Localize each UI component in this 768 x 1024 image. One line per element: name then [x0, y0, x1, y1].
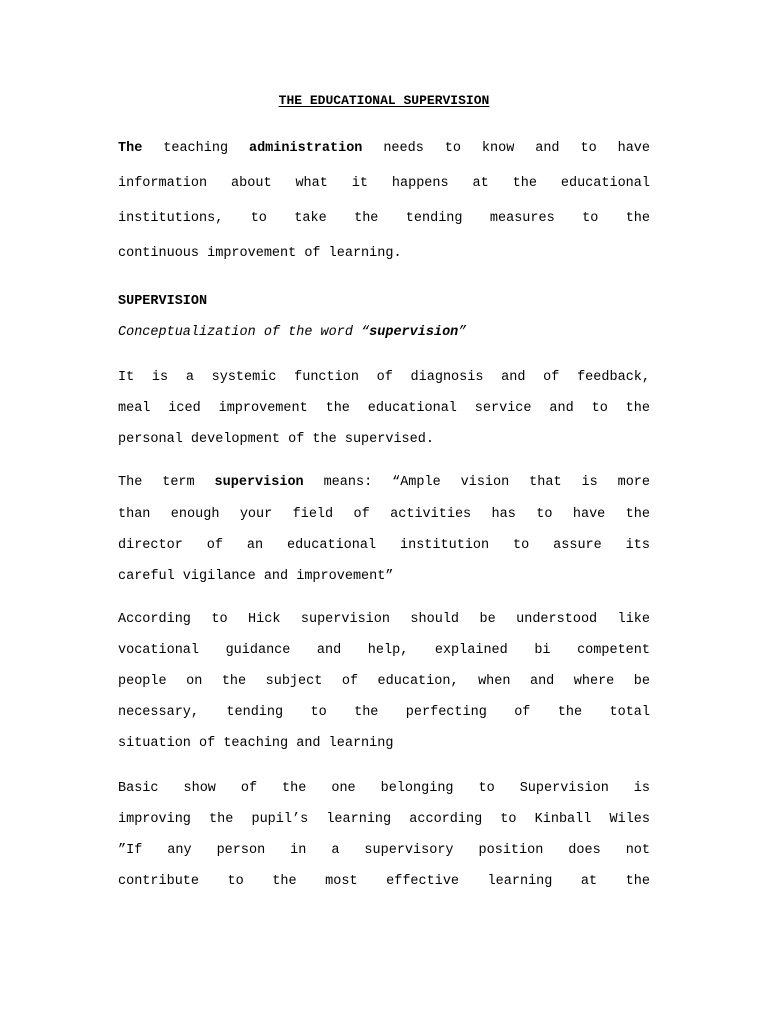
paragraph-2: [118, 475, 650, 585]
paragraph-4-line-3: ”If any person in a supervisory position does not: [118, 843, 650, 858]
intro-lead-bold-2: administration: [248, 141, 363, 156]
paragraph-1: [118, 370, 650, 448]
paragraph-3-line-1: According to Hick supervision should be understood like: [118, 612, 650, 627]
paragraph-2-line-1: [118, 475, 650, 507]
intro-line-3: institutions, to take the tending measures to the: [118, 211, 650, 226]
paragraph-2-pre: The term: [118, 475, 215, 490]
section-heading: SUPERVISION: [118, 294, 208, 309]
section-subheading: [118, 325, 466, 341]
paragraph-4-line-4: contribute to the most effective learning at the: [118, 874, 650, 889]
paragraph-4: [118, 781, 650, 890]
paragraph-4-line-2: improving the pupil’s learning according to Kinball Wiles: [118, 812, 650, 827]
paragraph-2-bold: supervision: [214, 475, 304, 490]
paragraph-1-line-1: It is a systemic function of diagnosis and of feedback,: [118, 370, 650, 385]
subheading-close: ”: [458, 325, 467, 340]
document-title: [0, 93, 768, 109]
paragraph-1-line-3: personal development of the supervised.: [118, 432, 434, 447]
paragraph-3-line-2: vocational guidance and help, explained bi competent: [118, 643, 650, 658]
intro-line-1: [118, 141, 650, 176]
subheading-text: Conceptualization of the word “: [118, 325, 370, 340]
paragraph-3-line-5: situation of teaching and learning: [118, 736, 394, 751]
subheading-bold: supervision: [369, 325, 459, 340]
intro-lead-mid: teaching: [142, 141, 249, 156]
paragraph-3: [118, 612, 650, 752]
paragraph-2-line-3: director of an educational institution to assure its: [118, 537, 650, 553]
paragraph-3-line-4: necessary, tending to the perfecting of the total: [118, 705, 650, 720]
paragraph-2-line-4: careful vigilance and improvement”: [118, 568, 394, 584]
paragraph-2-post: means: “Ample vision that is more: [303, 475, 650, 490]
intro-lead-rest: needs to know and to have: [362, 141, 650, 156]
paragraph-2-line-2: than enough your field of activities has to have the: [118, 506, 650, 522]
intro-paragraph: [118, 141, 650, 262]
intro-line-4: continuous improvement of learning.: [118, 246, 402, 261]
intro-line-2: information about what it happens at the educational: [118, 176, 650, 191]
intro-lead-bold: The: [118, 141, 143, 156]
paragraph-1-line-2: meal iced improvement the educational service and to the: [118, 401, 650, 416]
document-title-text: THE EDUCATIONAL SUPERVISION: [278, 93, 490, 108]
paragraph-3-line-3: people on the subject of education, when and where be: [118, 674, 650, 689]
paragraph-4-line-1: Basic show of the one belonging to Supervision is: [118, 781, 650, 796]
